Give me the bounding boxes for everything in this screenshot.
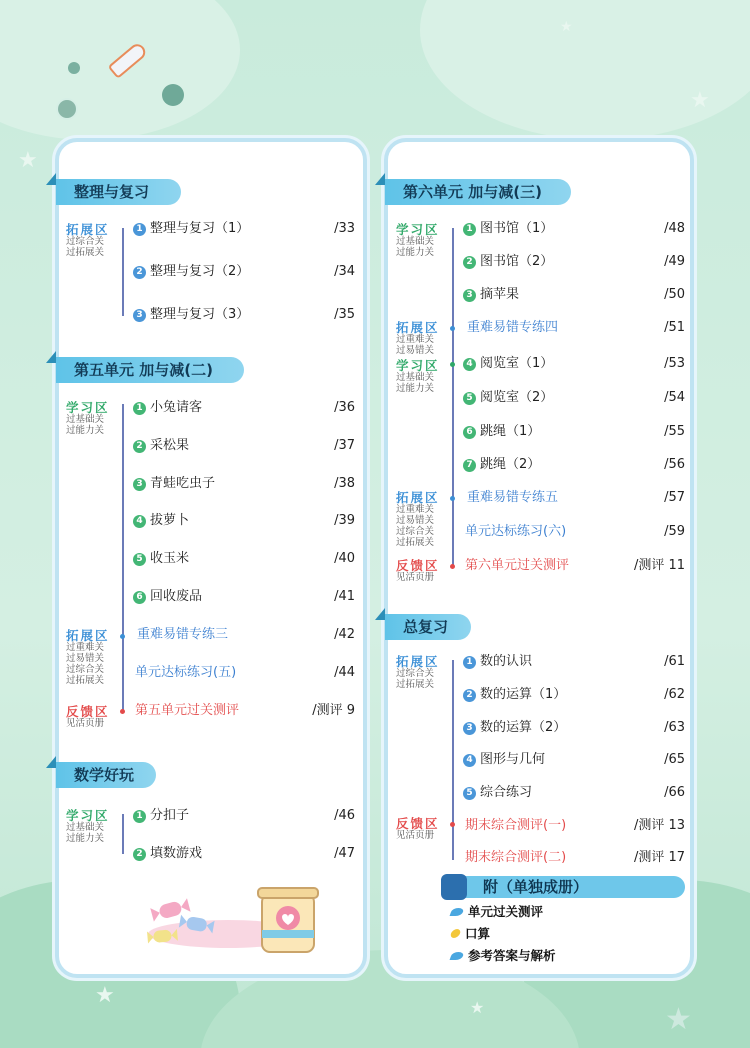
star-icon: ★: [95, 983, 115, 1008]
toc-item[interactable]: 重难易错专练四: [467, 320, 559, 335]
page-number: /59: [664, 524, 685, 539]
toc-item[interactable]: 1 图书馆（1）: [463, 219, 553, 239]
page-number: /61: [664, 654, 685, 669]
toc-item[interactable]: 期末综合测评(二): [465, 850, 567, 865]
star-icon: ★: [665, 1002, 692, 1037]
item-number: 6: [133, 591, 146, 604]
star-icon: ★: [690, 88, 710, 113]
toc-line: [452, 228, 454, 566]
star-icon: ★: [18, 148, 38, 173]
page-number: /39: [334, 513, 355, 528]
zone-label: 拓展区 过重难关 过易错关 过综合关 过拓展关: [66, 628, 110, 686]
page-number: /37: [334, 438, 355, 453]
section-header: 总复习: [385, 614, 471, 640]
toc-item[interactable]: 1 整理与复习（1）: [133, 219, 249, 239]
cloud-icon: [450, 952, 465, 960]
toc-item[interactable]: 2 数的运算（1）: [463, 685, 566, 705]
item-number: 3: [133, 478, 146, 491]
toc-item[interactable]: 2 填数游戏: [133, 844, 202, 864]
toc-item[interactable]: 期末综合测评(一): [465, 818, 567, 833]
zone-label: 拓展区 过重难关 过易错关 过综合关 过拓展关: [396, 490, 440, 548]
page-number: /测评 17: [633, 850, 685, 865]
item-number: 2: [463, 256, 476, 269]
line-dot: [120, 709, 125, 714]
toc-item[interactable]: 重难易错专练五: [467, 490, 559, 505]
line-dot: [450, 326, 455, 331]
page-number: /47: [334, 846, 355, 861]
page-number: /41: [334, 589, 355, 604]
line-dot: [450, 822, 455, 827]
toc-item[interactable]: 4 拔萝卜: [133, 511, 189, 531]
item-number: 1: [133, 810, 146, 823]
item-number: 2: [133, 848, 146, 861]
item-number: 3: [133, 309, 146, 322]
item-number: 2: [133, 440, 146, 453]
section-header: 数学好玩: [56, 762, 156, 788]
page-number: /63: [664, 720, 685, 735]
page-number: /33: [334, 221, 355, 236]
planet-icon: [162, 84, 184, 106]
planet-icon: [58, 100, 76, 118]
zone-label: 反馈区 见活页册: [396, 816, 440, 841]
line-dot: [450, 496, 455, 501]
page-number: /44: [334, 665, 355, 680]
toc-item[interactable]: 3 数的运算（2）: [463, 718, 566, 738]
zone-label: 学习区 过基础关 过能力关: [396, 222, 440, 258]
toc-item[interactable]: 1 小兔请客: [133, 398, 202, 418]
cloud-icon: [450, 908, 465, 916]
zone-label: 拓展区 过重难关 过易错关: [396, 320, 440, 356]
page-number: /51: [664, 320, 685, 335]
item-number: 4: [463, 754, 476, 767]
item-number: 4: [133, 515, 146, 528]
section-header: 第五单元 加与减(二): [56, 357, 244, 383]
appendix-item[interactable]: 单元过关测评: [451, 903, 543, 921]
line-dot: [450, 564, 455, 569]
toc-item[interactable]: 6 回收废品: [133, 587, 202, 607]
item-number: 4: [463, 358, 476, 371]
zone-label: 学习区 过基础关 过能力关: [66, 808, 110, 844]
toc-item[interactable]: 第六单元过关测评: [465, 558, 570, 573]
page-number: /54: [664, 390, 685, 405]
toc-item[interactable]: 6 跳绳（1）: [463, 422, 540, 442]
page-number: /46: [334, 808, 355, 823]
item-number: 5: [133, 553, 146, 566]
page-number: /57: [664, 490, 685, 505]
page-number: /62: [664, 687, 685, 702]
toc-item[interactable]: 2 采松果: [133, 436, 189, 456]
toc-item[interactable]: 2 整理与复习（2）: [133, 262, 249, 282]
page-number: /66: [664, 785, 685, 800]
item-number: 2: [133, 266, 146, 279]
star-icon: ★: [470, 998, 485, 1017]
item-number: 7: [463, 459, 476, 472]
toc-line: [122, 814, 124, 854]
page-number: /65: [664, 752, 685, 767]
item-number: 2: [463, 689, 476, 702]
rocket-badge-icon: [441, 874, 467, 900]
line-dot: [450, 362, 455, 367]
item-number: 5: [463, 392, 476, 405]
toc-item[interactable]: 4 阅览室（1）: [463, 354, 553, 374]
page-number: /42: [334, 627, 355, 642]
appendix-header: 附（单独成册）: [443, 876, 685, 898]
toc-line: [122, 228, 124, 316]
toc-item[interactable]: 第五单元过关测评: [135, 703, 240, 718]
sun-icon: [449, 929, 461, 938]
item-number: 6: [463, 426, 476, 439]
section-header: 整理与复习: [56, 179, 181, 205]
page-number: /40: [334, 551, 355, 566]
zone-label: 学习区 过基础关 过能力关: [396, 358, 440, 394]
page-number: /53: [664, 356, 685, 371]
toc-item[interactable]: 5 收玉米: [133, 549, 189, 569]
section-header: 第六单元 加与减(三): [385, 179, 571, 205]
zone-label: 拓展区 过综合关 过拓展关: [396, 654, 440, 690]
page-number: /测评 13: [633, 818, 685, 833]
toc-item[interactable]: 4 图形与几何: [463, 750, 545, 770]
star-icon: ★: [560, 19, 573, 35]
bg-cloud: [420, 0, 750, 140]
appendix-item[interactable]: 参考答案与解析: [451, 947, 556, 965]
toc-item[interactable]: 2 图书馆（2）: [463, 252, 553, 272]
item-number: 3: [463, 722, 476, 735]
toc-item[interactable]: 单元达标练习(五): [135, 665, 237, 680]
zone-label: 反馈区 见活页册: [396, 558, 440, 583]
toc-item[interactable]: 单元达标练习(六): [465, 524, 567, 539]
toc-item[interactable]: 3 摘苹果: [463, 285, 519, 305]
page-number: /34: [334, 264, 355, 279]
page-number: /48: [664, 221, 685, 236]
line-dot: [120, 634, 125, 639]
toc-item[interactable]: 3 整理与复习（3）: [133, 305, 249, 325]
toc-item[interactable]: 1 分扣子: [133, 806, 189, 826]
page-number: /测评 9: [312, 703, 355, 718]
item-number: 1: [133, 223, 146, 236]
item-number: 5: [463, 787, 476, 800]
toc-item[interactable]: 重难易错专练三: [137, 627, 229, 642]
toc-item[interactable]: 5 阅览室（2）: [463, 388, 553, 408]
zone-label: 学习区 过基础关 过能力关: [66, 400, 110, 436]
candy-jar-illustration: [138, 886, 338, 956]
zone-label: 拓展区 过综合关 过拓展关: [66, 222, 110, 258]
toc-line: [122, 404, 124, 710]
item-number: 3: [463, 289, 476, 302]
planet-icon: [68, 62, 80, 74]
page-number: /35: [334, 307, 355, 322]
toc-item[interactable]: 7 跳绳（2）: [463, 455, 540, 475]
zone-label: 反馈区 见活页册: [66, 704, 110, 729]
toc-line: [452, 660, 454, 860]
page-number: /56: [664, 457, 685, 472]
item-number: 1: [133, 402, 146, 415]
page-number: /49: [664, 254, 685, 269]
page-number: /50: [664, 287, 685, 302]
toc-item[interactable]: 5 综合练习: [463, 783, 532, 803]
appendix-item[interactable]: 口算: [451, 925, 490, 943]
page-number: /38: [334, 476, 355, 491]
item-number: 1: [463, 656, 476, 669]
item-number: 1: [463, 223, 476, 236]
toc-item[interactable]: 3 青蛙吃虫子: [133, 474, 215, 494]
toc-item[interactable]: 1 数的认识: [463, 652, 532, 672]
page-number: /测评 11: [633, 558, 685, 573]
page-number: /55: [664, 424, 685, 439]
page-number: /36: [334, 400, 355, 415]
